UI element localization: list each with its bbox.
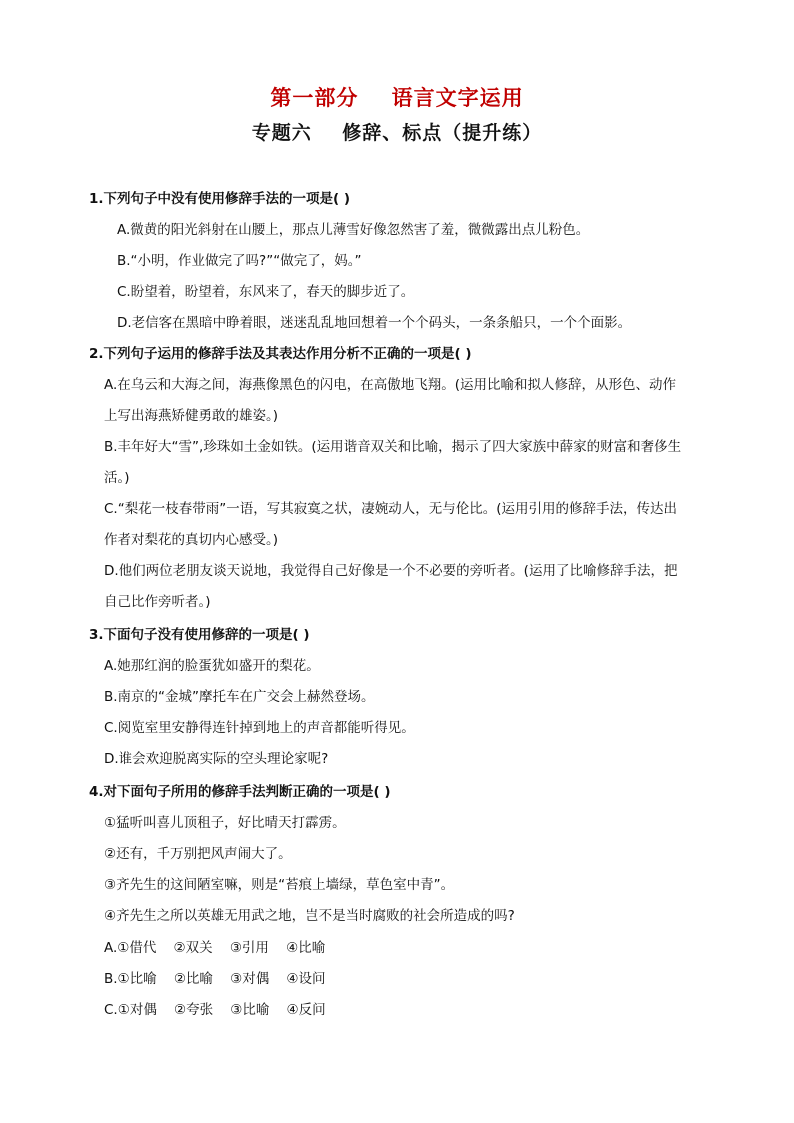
question-2-option-b-line-2: 活。): [104, 470, 130, 486]
question-4-sentence-4: ④齐先生之所以英雄无用武之地，岂不是当时腐败的社会所造成的吗?: [104, 908, 515, 924]
question-3-option-b: B.南京的“金城”摩托车在广交会上赫然登场。: [104, 689, 375, 705]
part-title: 第一部分 语言文字运用: [270, 85, 524, 110]
topic-title: 专题六 修辞、标点（提升练）: [251, 122, 543, 144]
question-2-option-a-line-1: A.在乌云和大海之间，海燕像黑色的闪电，在高傲地飞翔。(运用比喻和拟人修辞，从形色、动作: [104, 377, 677, 393]
question-2-option-a-line-2: 上写出海燕矫健勇敢的雄姿。): [104, 408, 279, 424]
question-4-sentence-2: ②还有，千万别把风声闹大了。: [104, 846, 292, 862]
question-4-option-b: B.①比喻 ②比喻 ③对偶 ④设问: [104, 971, 326, 987]
question-4-sentence-1: ①猛听叫喜儿顶租子，好比晴天打霹雳。: [104, 815, 346, 831]
question-3-option-a: A.她那红润的脸蛋犹如盛开的梨花。: [104, 658, 320, 674]
question-1-option-a: A.微黄的阳光斜射在山腰上，那点儿薄雪好像忽然害了羞，微微露出点儿粉色。: [117, 222, 590, 238]
question-3-option-d: D.谁会欢迎脱离实际的空头理论家呢?: [104, 751, 329, 767]
question-1-option-c: C.盼望着，盼望着，东风来了，春天的脚步近了。: [117, 284, 415, 300]
question-4-option-a: A.①借代 ②双关 ③引用 ④比喻: [104, 940, 326, 956]
question-1-stem: 1.下列句子中没有使用修辞手法的一项是( ): [89, 191, 351, 207]
question-3-stem: 3.下面句子没有使用修辞的一项是( ): [89, 627, 310, 643]
question-2-option-b-line-1: B.丰年好大“雪”,珍珠如土金如铁。(运用谐音双关和比喻，揭示了四大家族中薛家的财富和奢侈生: [104, 439, 682, 455]
question-2-option-d-line-2: 自己比作旁听者。): [104, 594, 211, 610]
question-2-option-c-line-2: 作者对梨花的真切内心感受。): [104, 532, 279, 548]
question-1-option-d: D.老信客在黑暗中睁着眼，迷迷乱乱地回想着一个个码头，一条条船只，一个个面影。: [117, 315, 632, 331]
question-2-stem: 2.下列句子运用的修辞手法及其表达作用分析不正确的一项是( ): [89, 346, 472, 362]
question-2-option-d-line-1: D.他们两位老朋友谈天说地，我觉得自己好像是一个不必要的旁听者。(运用了比喻修辞手法，把: [104, 563, 678, 579]
question-1-option-b: B.“小明，作业做完了吗?”“做完了，妈。”: [117, 253, 362, 269]
question-4-stem: 4.对下面句子所用的修辞手法判断正确的一项是( ): [89, 784, 391, 800]
question-3-option-c: C.阅览室里安静得连针掉到地上的声音都能听得见。: [104, 720, 415, 736]
question-2-option-c-line-1: C.“梨花一枝春带雨”一语，写其寂寞之状，凄婉动人，无与伦比。(运用引用的修辞手法，传达出: [104, 501, 677, 517]
question-4-option-c: C.①对偶 ②夸张 ③比喻 ④反问: [104, 1002, 326, 1018]
question-4-sentence-3: ③齐先生的这间陋室嘛，则是“苔痕上墙绿，草色室中青”。: [104, 877, 455, 893]
